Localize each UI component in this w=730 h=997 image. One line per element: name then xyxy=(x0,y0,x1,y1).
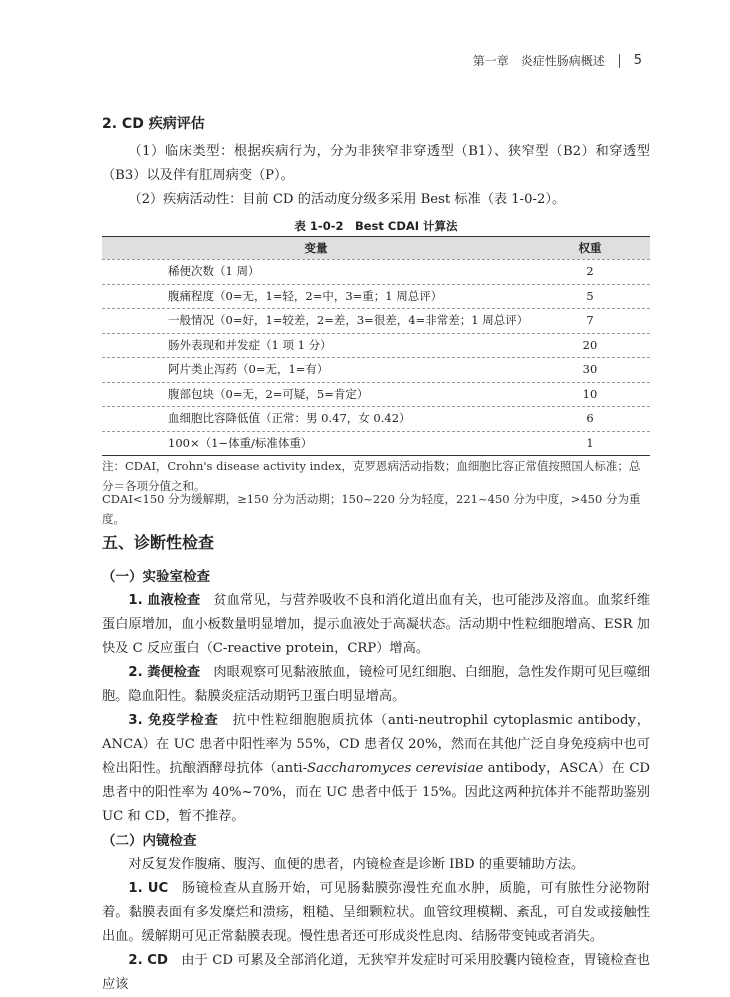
cd-text: 由于 CD 可累及全部消化道，无狭窄并发症时可采用胶囊内镜检查，胃镜检查也应该 xyxy=(102,953,651,992)
table-row xyxy=(102,382,650,407)
row-weight: 2 xyxy=(586,264,594,278)
row-weight: 30 xyxy=(582,362,598,376)
page-number: 5 xyxy=(633,53,642,68)
row-variable: 肠外表现和并发症（1 项 1 分） xyxy=(168,337,332,352)
disease-activity-paragraph: （2）疾病活动性：目前 CD 的活动度分级多采用 Best 标准（表 1-0-2）。 xyxy=(128,192,566,207)
table-row xyxy=(102,284,650,309)
uc-text: 肠镜检查从直肠开始，可见肠黏膜弥漫性充血水肿，质脆，可有脓性分泌物附着。黏膜表面有多发糜烂和溃疡，粗糙、呈细颗粒状。血管纹理模糊、紊乱，可自发或接触性出血。缓解期可见正常黏膜表现。慢性患者还可形成炎性息肉、结肠带变钝或者消失。 xyxy=(102,881,650,944)
table-footnote: 注：CDAI，Crohn's disease activity index，克罗恩病活动指数；血细胞比容正常值按照国人标准；总分＝各项分值之和。 xyxy=(102,459,641,493)
stool-test-keyword: 2. 粪便检查 xyxy=(128,665,201,680)
table-header-row xyxy=(102,237,650,259)
table-title: 表 1-0-2 Best CDAI 计算法 xyxy=(294,219,458,233)
row-variable: 稀便次数（1 周） xyxy=(168,264,260,278)
cdai-table xyxy=(102,236,650,456)
blood-test-text: 贫血常见，与营养吸收不良和消化道出血有关，也可能涉及溶血。血浆纤维蛋白原增加，血小板数量明显增加，提示血液处于高凝状态。活动期中性粒细胞增高、ESR 加快及 C 反应蛋白（C-reactive protein，CRP）增高。 xyxy=(102,593,651,656)
immunology-text: 抗中性粒细胞胞质抗体（anti-neutrophil cytoplasmic antibody，ANCA）在 UC 患者中阳性率为 55%，CD 患者仅 20%，然而在其他广泛自身免疫病中也可检出阳性。抗酿酒酵母抗体（anti- xyxy=(102,713,650,776)
blood-test-paragraph xyxy=(102,589,650,661)
row-variable: 阿片类止泻药（0=无，1=有） xyxy=(168,362,329,376)
running-header xyxy=(473,52,642,69)
blood-test-keyword: 1. 血液检查 xyxy=(128,593,201,608)
immunology-keyword: 3. 免疫学检查 xyxy=(128,713,219,728)
uc-keyword: 1. UC xyxy=(128,881,169,896)
header-variable: 变量 xyxy=(304,241,328,255)
stool-test-text: 肉眼观察可见黏液脓血，镜检可见红细胞、白细胞，急性发作期可见巨噬细胞。隐血阳性。黏膜炎症活动期钙卫蛋白明显增高。 xyxy=(102,665,651,704)
header-weight: 权重 xyxy=(578,241,602,255)
section-heading: 五、诊断性检查 xyxy=(102,533,215,552)
row-variable: 一般情况（0=好，1=较差，2=差，3=很差，4=非常差；1 周总评） xyxy=(168,313,529,327)
row-weight: 6 xyxy=(586,411,594,425)
table-row xyxy=(102,431,650,456)
cd-keyword: 2. CD xyxy=(128,953,168,968)
endoscopy-intro: 对反复发作腹痛、腹泻、血便的患者，内镜检查是诊断 IBD 的重要辅助方法。 xyxy=(128,857,585,872)
cd-assessment-heading: 2. CD 疾病评估 xyxy=(102,116,205,132)
cdai-grading-note: CDAI<150 分为缓解期，≥150 分为活动期；150~220 分为轻度，221~450 分为中度，>450 分为重度。 xyxy=(102,492,641,526)
row-weight: 5 xyxy=(586,288,594,303)
endoscopy-heading: （二）内镜检查 xyxy=(102,833,197,849)
immunology-species: Saccharomyces cerevisiae xyxy=(307,761,484,776)
lab-heading: （一）实验室检查 xyxy=(102,569,210,585)
cd-endoscopy-paragraph xyxy=(102,949,650,997)
clinical-type-paragraph: （1）临床类型：根据疾病行为，分为非狭窄非穿透型（B1）、狭窄型（B2）和穿透型（B3）以及伴有肛周病变（P）。 xyxy=(102,144,650,183)
row-weight: 10 xyxy=(582,386,598,401)
row-weight: 7 xyxy=(586,313,594,327)
row-weight: 20 xyxy=(582,337,598,352)
table-row xyxy=(102,406,650,431)
row-weight: 1 xyxy=(586,435,594,450)
header-divider xyxy=(619,54,620,68)
diagnostic-section xyxy=(102,565,650,997)
immunology-text-cont: antibody，ASCA）在 CD 患者中的阳性率为 40%~70%，而在 UC 患者中低于 15%。因此这两种抗体并不能帮助鉴别 UC 和 CD，暂不推荐。 xyxy=(102,761,650,824)
cd-assessment-section xyxy=(102,112,650,212)
stool-test-paragraph xyxy=(102,661,650,709)
row-variable: 血细胞比容降低值（正常：男 0.47，女 0.42） xyxy=(168,411,411,425)
table-row xyxy=(102,333,650,358)
table-row xyxy=(102,357,650,382)
chapter-title: 第一章 炎症性肠病概述 xyxy=(472,54,605,68)
row-variable: 腹部包块（0=无，2=可疑，5=肯定） xyxy=(168,386,369,401)
row-variable: 腹痛程度（0=无，1=轻，2=中，3=重；1 周总评） xyxy=(168,288,443,303)
table-row xyxy=(102,308,650,333)
uc-endoscopy-paragraph xyxy=(102,877,650,949)
table-row xyxy=(102,259,650,284)
immunology-paragraph xyxy=(102,709,650,829)
row-variable: 100×（1−体重/标准体重） xyxy=(168,435,313,450)
